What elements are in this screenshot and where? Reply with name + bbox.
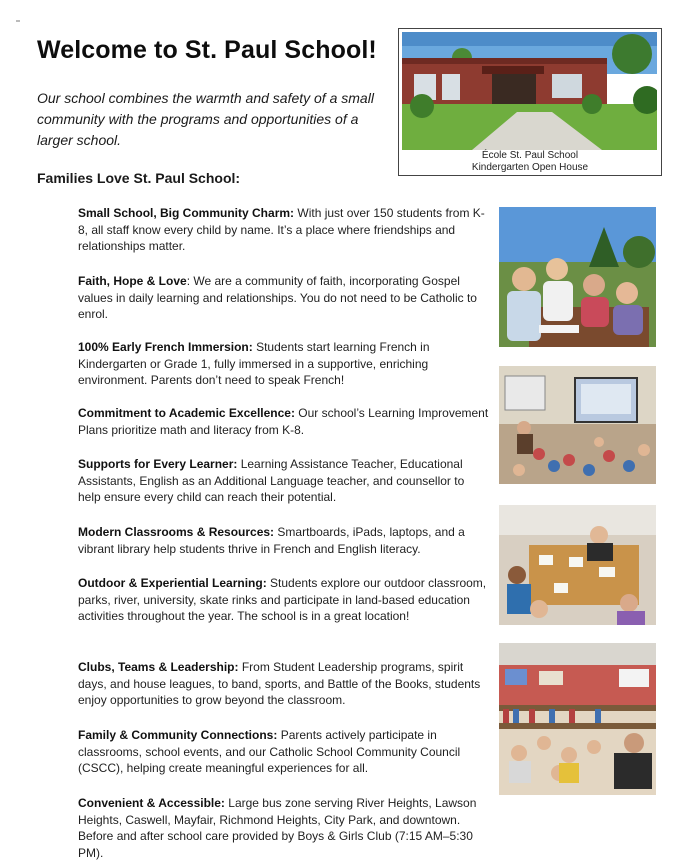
scan-speck xyxy=(16,20,20,22)
feature-item: Commitment to Academic Excellence: Our school’s Learning Improvement Plans prioritize math and literacy from K-8. xyxy=(78,406,489,437)
feature-item: Supports for Every Learner: Learning Assistance Teacher, Educational Assistants, English as an Additional Language teacher, and counsellor to help ensure every child can reach their potential. xyxy=(78,457,465,504)
photo-caption-school: École St. Paul School xyxy=(481,150,579,161)
school-building-photo xyxy=(402,32,657,150)
feature-item: Clubs, Teams & Leadership: From Student Leadership programs, spirit days, and house leagues, to band, sports, and Battle of the Books, students enjoy opportunities to grow beyond the classroom. xyxy=(78,660,481,707)
feature-item: Modern Classrooms & Resources: Smartboards, iPads, laptops, and a vibrant library help students thrive in French and English literacy. xyxy=(78,525,465,556)
school-photo-frame xyxy=(398,28,662,176)
feature-item: 100% Early French Immersion: Students start learning French in Kindergarten or Grade 1, fully immersed in a supportive, enriching environment. Parents don’t need to speak French! xyxy=(78,340,430,387)
feature-item: Convenient & Accessible: Large bus zone serving River Heights, Lawson Heights, Caswell, Mayfair, Richmond Heights, City Park, and downtown. Before and after school care provided by Boys & Girls Club (7:15 AM–5:30 PM). xyxy=(78,796,477,860)
feature-item: Small School, Big Community Charm: With just over 150 students from K-8, all staff know every child by name. It’s a place where friendships and relationships matter. xyxy=(78,206,485,253)
students-table-photo xyxy=(499,505,656,625)
library-reading-photo xyxy=(499,643,656,795)
classroom-smartboard-photo xyxy=(499,366,656,484)
students-outdoor-photo xyxy=(499,207,656,347)
feature-item: Family & Community Connections: Parents actively participate in classrooms, school events, and our Catholic School Community Council (CSCC), helping create meaningful experiences for all. xyxy=(78,728,461,775)
photo-caption-event: Kindergarten Open House xyxy=(471,162,589,173)
intro-text: Our school combines the warmth and safety of a small community with the programs and opportunities of a larger school. xyxy=(37,90,374,148)
feature-item: Outdoor & Experiential Learning: Students explore our outdoor classroom, parks, river, university, skate rinks and participate in land-based education activities throughout the year. The school is in a great location! xyxy=(78,576,487,623)
families-heading: Families Love St. Paul School: xyxy=(37,170,241,186)
feature-item: Faith, Hope & Love: We are a community of faith, incorporating Gospel values in daily learning and relationships. You do not need to be Catholic to enrol. xyxy=(78,274,477,321)
page-title: Welcome to St. Paul School! xyxy=(37,36,377,64)
